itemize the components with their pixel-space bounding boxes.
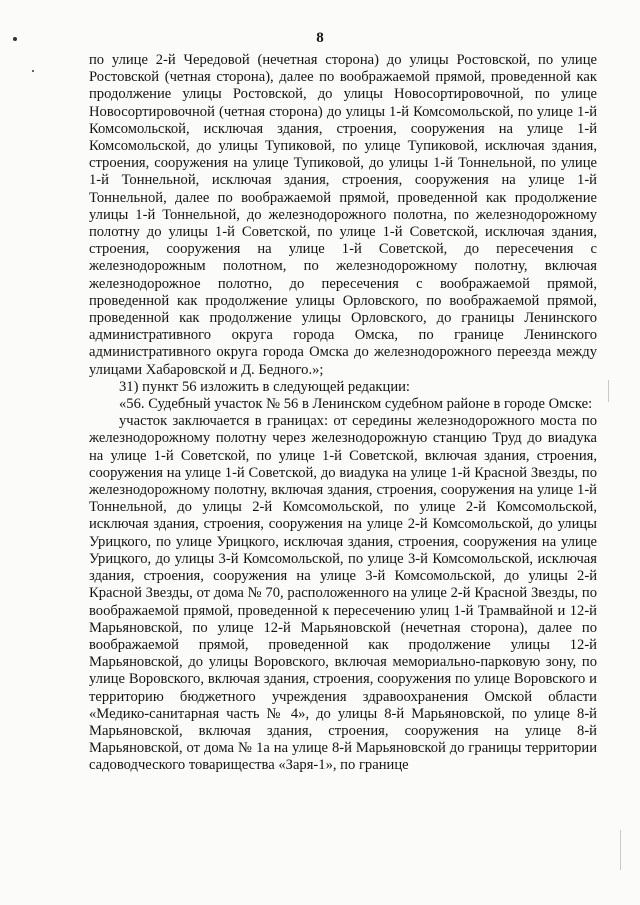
scan-edge-line (608, 380, 609, 402)
paragraph-section-heading: «56. Судебный участок № 56 в Ленинском судебном районе в городе Омске: (119, 396, 593, 413)
paragraph-continuation: по улице 2-й Чередовой (нечетная сторона) до улицы Ростовской, по улице Ростовской (четная сторона), далее по воображаемой прямой, проведенной как продолжение улицы Ростовской, до улицы Новосортировочной, по улице Новосортировочной (четная сторона) до улицы 1-й Комсомольской, по улице 1-й Комсомольской, исключая здания, строения, сооружения на улице 1-й Комсомольской, до улицы Тупиковой, по улице Тупиковой, исключая здания, строения, сооружения на улице Тупиковой, до улицы 1-й Тоннельной, по улице 1-й Тоннельной, исключая здания, строения, сооружения на улице 1-й Тоннельной, далее по воображаемой прямой, проведенной как продолжение улицы 1-й Тоннельной, до железнодорожного полотна, по железнодорожному полотну до улицы 1-й Советской, по улице 1-й Советской, исключая здания, строения, сооружения на улице 1-й Советской, до пересечения с железнодорожным полотном, по железнодорожному полотну, включая железнодорожное полотно, до пересечения с воображаемой прямой, проведенной как продолжение улицы Орловского, по воображаемой прямой, проведенной как продолжение улицы Орловского, до границы Ленинского административного округа города Омска, по границе Ленинского административного округа города Омска до железнодорожного переезда между улицами Хабаровской и Д. Бедного.»; (89, 52, 597, 378)
scan-edge-line (620, 830, 621, 870)
document-body (89, 52, 597, 775)
page-number: 8 (316, 30, 324, 46)
scan-mark (32, 70, 34, 72)
paragraph-boundaries: участок заключается в границах: от середины железнодорожного моста по железнодорожному полотну через железнодорожную станцию Труд до виадука на улице 1-й Советской, по улице 1-й Советской, включая здания, строения, сооружения на улице 1-й Советской, до виадука на улице 1-й Красной Звезды, по железнодорожному полотну, включая здания, строения, сооружения на улице 1-й Тоннельной, до улицы 2-й Комсомольской, по улице 2-й Комсомольской, исключая здания, строения, сооружения на улице 2-й Комсомольской, до улицы Урицкого, по улице Урицкого, исключая здания, строения, сооружения на улице Урицкого, до улицы 3-й Комсомольской, по улице 3-й Комсомольской, исключая здания, строения, сооружения на улице 3-й Комсомольской, до улицы 2-й Красной Звезды, от дома № 70, расположенного на улице 2-й Красной Звезды, по воображаемой прямой, проведенной к пересечению улиц 1-й Трамвайной и 12-й Марьяновской, по улице 12-й Марьяновской (нечетная сторона), далее по воображаемой прямой, проведенной как продолжение улицы 12-й Марьяновской, до улицы Воровского, включая мемориально-парковую зону, по улице Воровского, включая здания, строения, сооружения по улице Воровского и территорию бюджетного учреждения здравоохранения Омской области «Медико-санитарная часть № 4», до улицы 8-й Марьяновской, по улице 8-й Марьяновской, включая здания, строения, сооружения на улице 8-й Марьяновской, от дома № 1а на улице 8-й Марьяновской до границы территории садоводческого товарищества «Заря-1», по границе (89, 413, 597, 774)
paragraph-item-31: 31) пункт 56 изложить в следующей редакции: (119, 378, 410, 395)
